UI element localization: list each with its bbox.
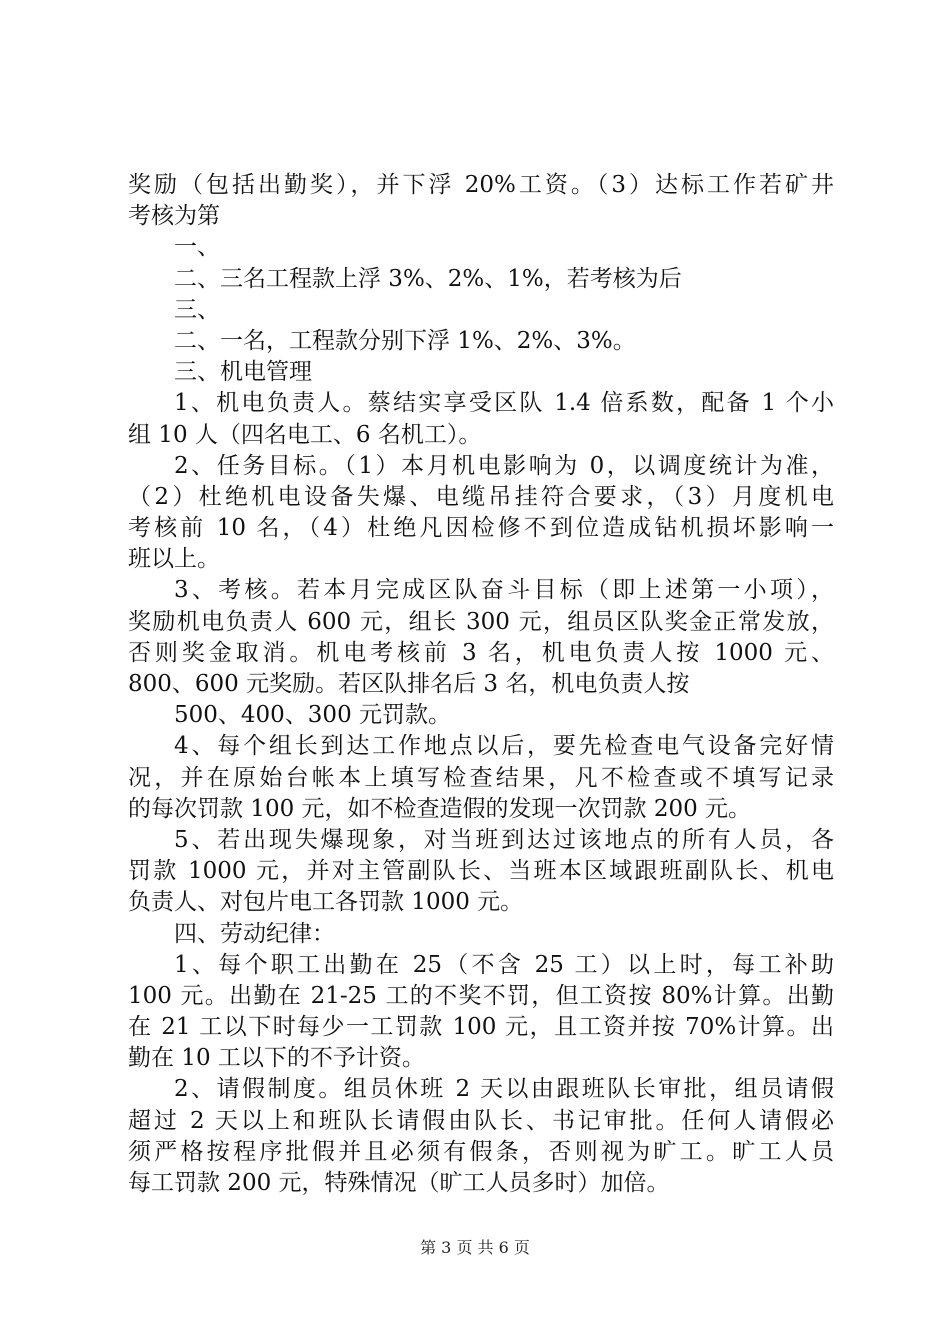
text-line: 2、任务目标。（1）本月机电影响为 0，以调度统计为准，	[174, 452, 834, 479]
text-line: 班以上。	[128, 546, 220, 573]
text-line: 罚款 1000 元，并对主管副队长、当班本区域跟班副队长、机电	[128, 858, 834, 885]
text-line: 800、600 元奖励。若区队排名后 3 名，机电负责人按	[128, 671, 690, 697]
text-line: 组 10 人（四名电工、6 名机工）。	[128, 421, 482, 448]
text-line: 每工罚款 200 元，特殊情况（旷工人员多时）加倍。	[128, 1170, 670, 1196]
document-body	[128, 170, 834, 1199]
text-line: 超过 2 天以上和班队长请假由队长、书记审批。任何人请假必	[128, 1107, 834, 1134]
text-line: 考核前 10 名，（4）杜绝凡因检修不到位造成钻机损坏影响一	[128, 515, 834, 542]
text-line: 勤在 10 工以下的不予计资。	[128, 1045, 425, 1072]
text-line: 5、若出现失爆现象，对当班到达过该地点的所有人员，各	[174, 826, 834, 853]
text-line: 一、	[174, 234, 220, 261]
text-line: 500、400、300 元罚款。	[174, 702, 452, 729]
page-footer: 第 3 页 共 6 页	[420, 1238, 530, 1257]
text-line: 三、	[174, 296, 220, 323]
text-line: 1、机电负责人。蔡结实享受区队 1.4 倍系数，配备 1 个小	[174, 390, 834, 417]
text-line: （2）杜绝机电设备失爆、电缆吊挂符合要求，（3）月度机电	[128, 483, 834, 510]
text-line: 4、每个组长到达工作地点以后，要先检查电气设备完好情	[174, 733, 834, 760]
text-line: 四、劳动纪律：	[174, 920, 335, 947]
text-line: 100 元。出勤在 21-25 工的不奖不罚，但工资按 80%计算。出勤	[128, 982, 834, 1009]
text-line: 三、机电管理	[174, 359, 312, 386]
text-line: 须严格按程序批假并且必须有假条，否则视为旷工。旷工人员	[128, 1138, 834, 1165]
text-line: 负责人、对包片电工各罚款 1000 元。	[128, 889, 524, 916]
text-line: 考核为第	[128, 203, 220, 230]
text-line: 在 21 工以下时每少一工罚款 100 元，且工资并按 70%计算。出	[128, 1014, 834, 1041]
text-line: 的每次罚款 100 元，如不检查造假的发现一次罚款 200 元。	[128, 795, 752, 822]
text-line: 2、请假制度。组员休班 2 天以由跟班队长审批，组员请假	[174, 1076, 834, 1103]
text-line: 否则奖金取消。机电考核前 3 名，机电负责人按 1000 元、	[128, 639, 834, 666]
text-line: 二、一名，工程款分别下浮 1%、2%、3%。	[174, 327, 636, 354]
text-line: 况，并在原始台帐本上填写检查结果，凡不检查或不填写记录	[128, 764, 834, 791]
text-line: 奖励机电负责人 600 元，组长 300 元，组员区队奖金正常发放，	[128, 608, 834, 635]
text-line: 二、三名工程款上浮 3%、2%、1%，若考核为后	[174, 265, 682, 292]
text-line: 3、考核。若本月完成区队奋斗目标（即上述第一小项），	[174, 577, 834, 604]
text-line: 奖励（包括出勤奖），并下浮 20%工资。（3）达标工作若矿井	[128, 172, 834, 198]
text-line: 1、每个职工出勤在 25（不含 25 工）以上时，每工补助	[174, 951, 834, 978]
